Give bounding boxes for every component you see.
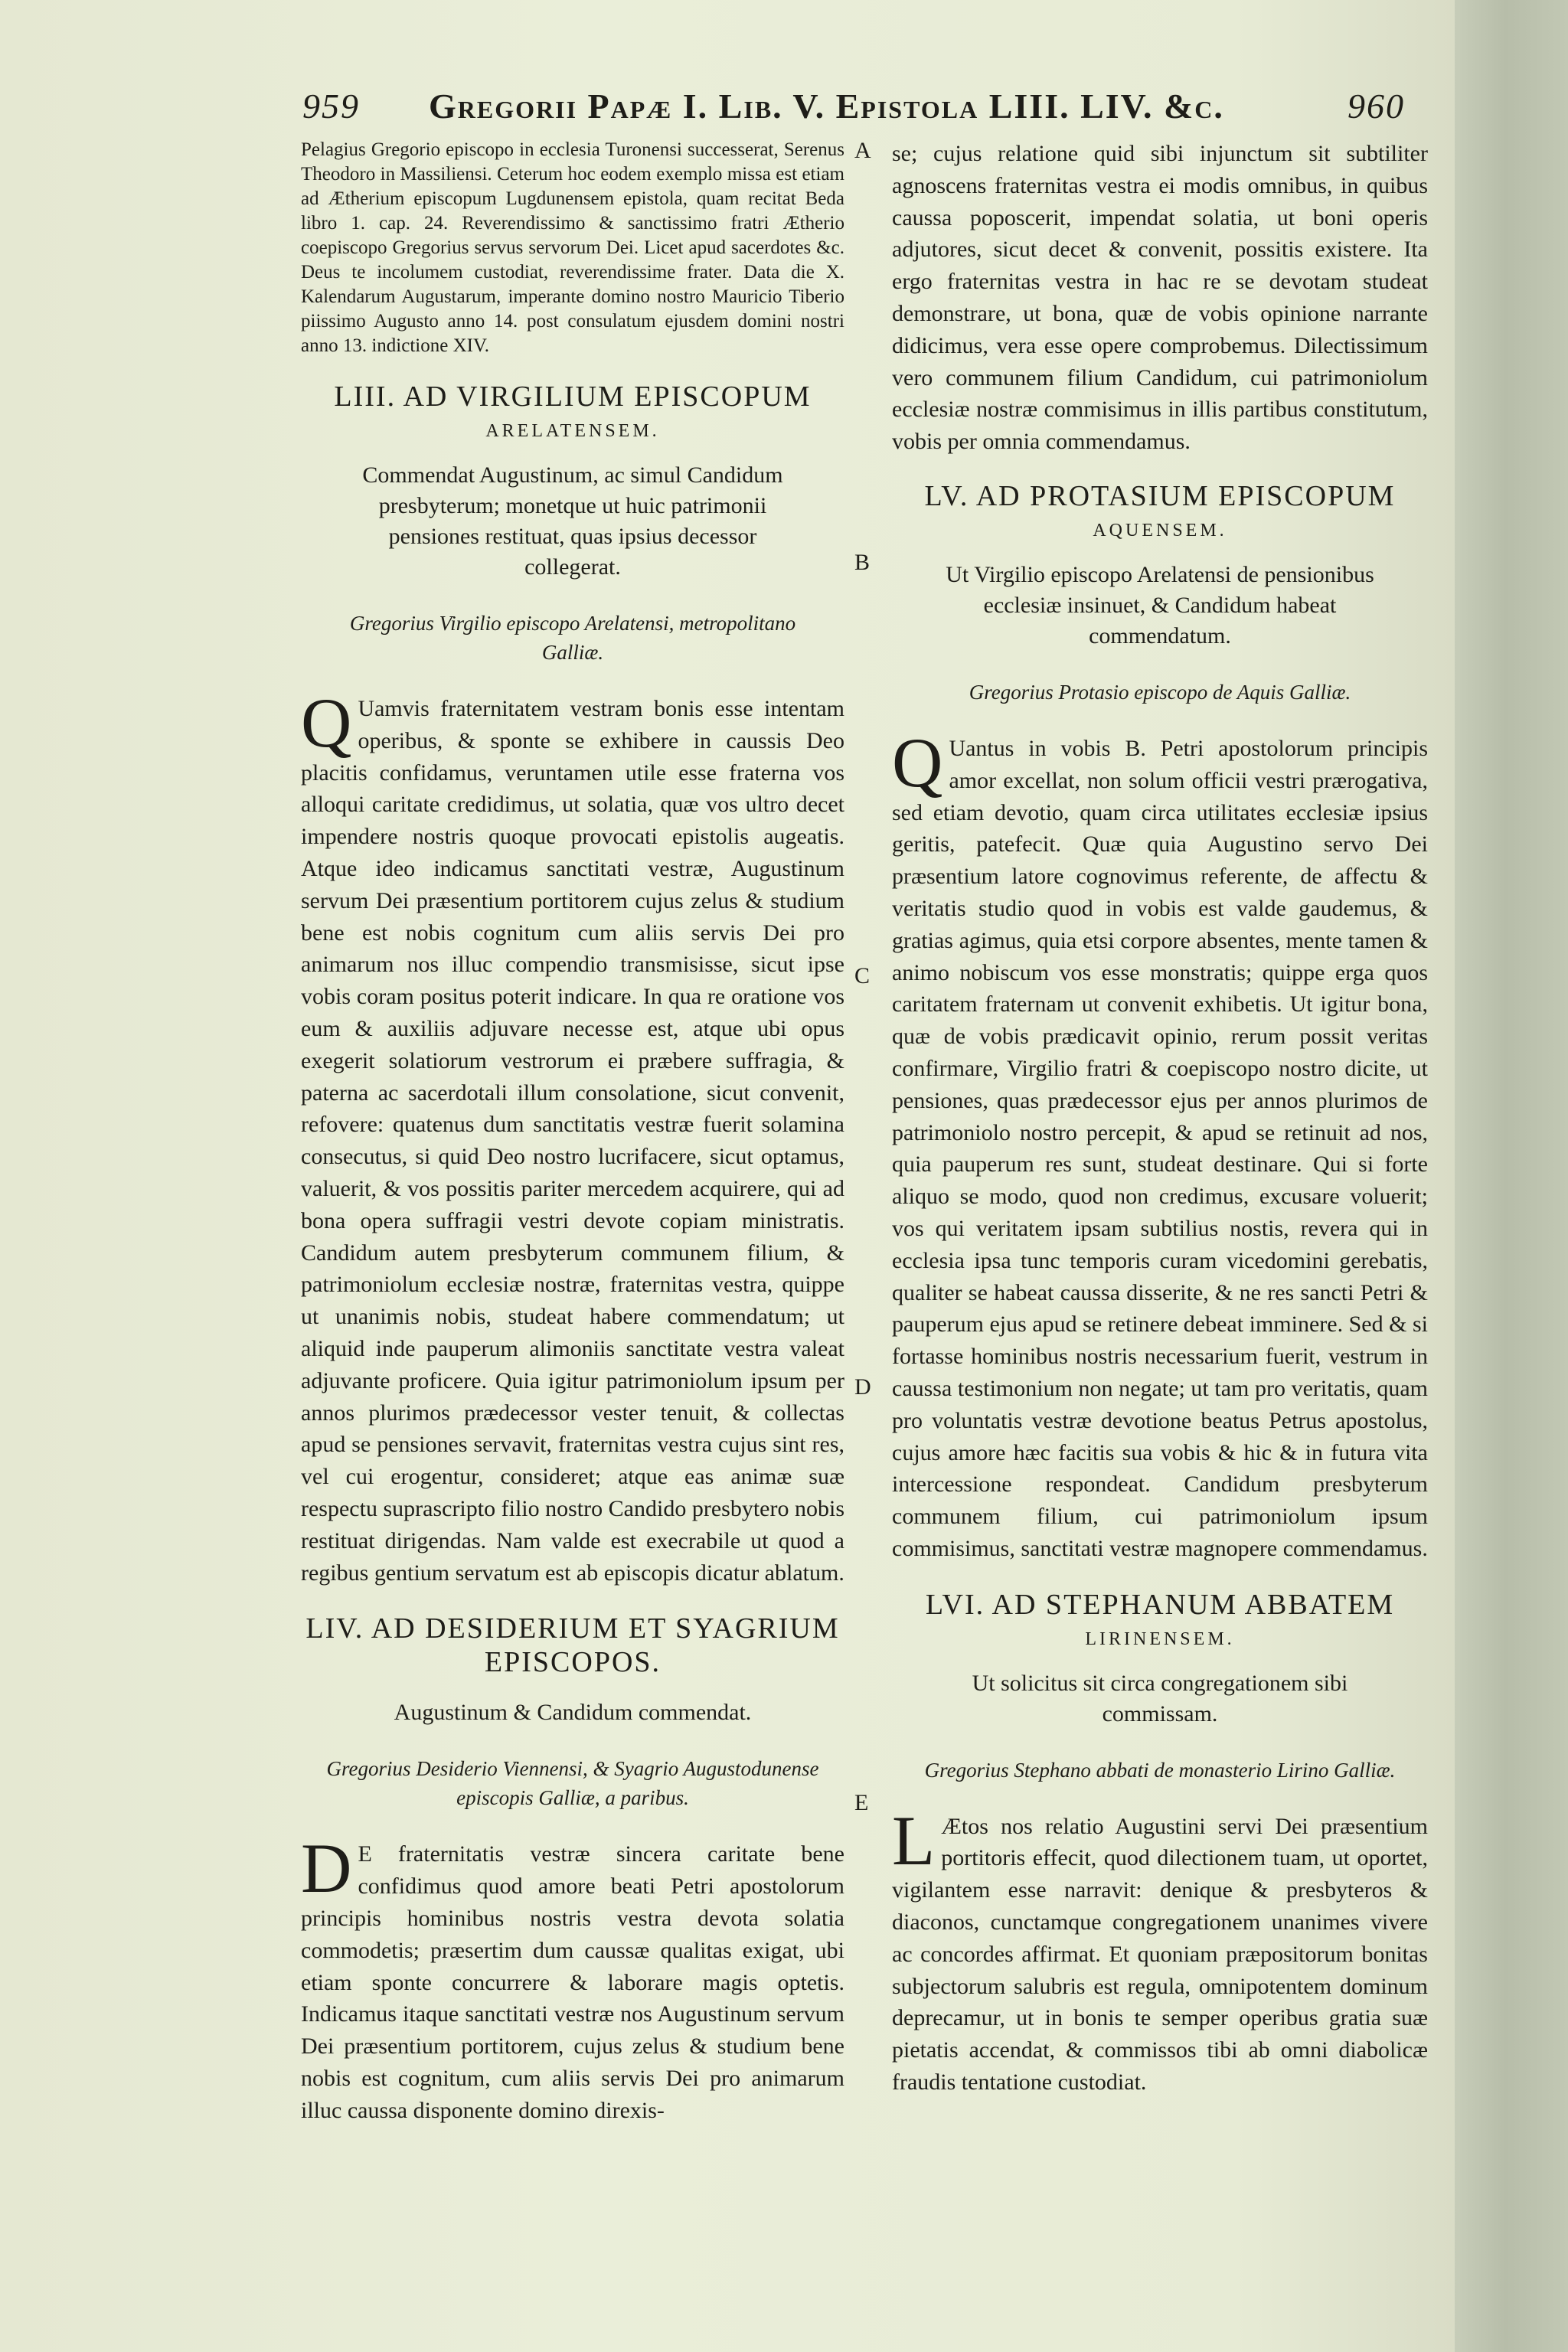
letter-55-summary: Ut Virgilio episcopo Arelatensi de pensionibus ecclesiæ insinuet, & Candidum habeat commendatum. <box>946 561 1374 648</box>
letter-56-salutation: Gregorius Stephano abbati de monasterio Lirino Galliæ. <box>924 1758 1396 1782</box>
letter-56-body <box>892 1801 1428 2099</box>
letter-53-subtitle: ARELATENSEM. <box>485 421 660 441</box>
intro-note: Pelagius Gregorio episcopo in ecclesia Turonensi successerat, Serenus Theodoro in Massiliensi. Ceterum hoc eodem exemplo missa est etiam ad Ætherium episcopum Lugdunensem epistola, quam recitat Beda libro 1. cap. 24. Reverendissimo & sanctissimo fratri Ætherio coepiscopo Gregorius servus servorum Dei. Licet apud sacerdotes &c. Deus te incolumem custodiat, reverendissime frater. Data die X. Kalendarum Augustarum, imperante domino nostro Mauricio Tiberio piissimo Augusto anno 14. post consulatum ejusdem domini nostri anno 13. indictione XIV. <box>301 139 844 356</box>
right-column <box>892 138 1428 2099</box>
margin-letter-b: B <box>854 550 871 575</box>
letter-53-body <box>301 684 844 1589</box>
letter-56-dropcap: L <box>892 1801 936 1880</box>
letter-53-title: LIII. AD VIRGILIUM EPISCOPUM <box>334 381 812 413</box>
letter-54-dropcap: D <box>301 1829 352 1908</box>
letter-53-text: Uamvis fraternitatem vestram bonis esse intentam operibus, & sponte se exhibere in caussis Deo placitis confidamus, veruntamen utile esse fraterna vos alloqui caritate credidimus, ut solatia, quæ vos ultro decet impendere nostris quoque provocati epistolis augeatis. Atque ideo indicamus sanctitati vestræ, Augustinum servum Dei præsentium portitorem cujus zelus & studium bene est nobis cognitum cum aliis servis Dei pro animarum nos illuc compendio transmisisse, sicut ipse vobis coram positus poterit indicare. In qua re oratione vos eum & auxiliis adjuvare necesse est, atque ubi opus exegerit solatiorum vestrorum ei præbere suffragia, & paterna ac sacerdotali illum consolatione, sicut convenit, refovere: quatenus dum sanctitatis vestræ fuerit solamina consecutus, si quid Deo nostro lucrifacere, sicut optamus, valuerit, & vos possitis pariter mercedem acquirere, qui ad bona opera suffragii vestri devote copiam ministratis. Candidum autem presbyterum communem filium, & patrimoniolum ecclesiæ nostræ, fraternitas vestra, quippe ut unanimis nobis, studeat habere commendatum; ut aliquid inde pauperum alimoniis sanctitate vestra valeat adjuvante proficere. Quia igitur patrimoniolum ipsum per annos plurimos prædecessor vester tenuit, & collectas apud se pensiones servavit, fraternitas vestra cujus sint res, vel cui erogentur, consideret; atque eas animæ suæ respectu suprascripto filio nostro Candido presbytero nobis restituat dirigendas. Nam valde est execrabile ut quod a regibus gentium servatum est ab episcopis dicatur ablatum. <box>301 696 844 1586</box>
letter-54-title: LIV. AD DESIDERIUM ET SYAGRIUM EPISCOPOS. <box>305 1612 840 1679</box>
letter-55-body <box>892 723 1428 1565</box>
left-column <box>301 138 844 2126</box>
running-head: Gregorii Papæ I. Lib. V. Epistola LIII. LIV. &c. <box>429 87 1224 126</box>
page-header <box>302 84 1405 130</box>
letter-55-title: LV. AD PROTASIUM EPISCOPUM <box>924 479 1396 512</box>
letter-53-summary: Commendat Augustinum, ac simul Candidum presbyterum; monetque ut huic patrimonii pensiones restituat, quas ipsius decessor collegerat. <box>362 462 783 580</box>
letter-54-text: E fraternitatis vestræ sincera caritate bene confidimus quod amore beati Petri apostolorum principis hominibus nostris vestra devota solatia commodetis; præsertim dum caussæ qualitas exigat, ubi etiam sponte concurrere & laborare magis optetis. Indicamus itaque sanctitati vestræ nos Augustinum servum Dei præsentium portitorem, cujus zelus & studium bene nobis est cognitum, cum aliis servis Dei pro animarum illuc caussa disponente domino direxis- <box>301 1841 844 2123</box>
margin-letter-e: E <box>854 1790 869 1815</box>
letter-53-dropcap: Q <box>301 684 352 762</box>
letter-56-text: Ætos nos relatio Augustini servi Dei præsentium portitoris effecit, quod dilectionem tuam, ut oportet, vigilantem esse narravit: denique & presbyteros & diaconos, cunctamque congregationem unanimes vivere ac concordes affirmat. Et quoniam præpositorum bonitas subjectorum salubris est regula, omnipotentem dominum deprecamur, ut in bonis te semper operibus gratia suæ pietatis accendat, & commissos tibi ab omni diabolicæ fraudis tentatione custodiat. <box>892 1813 1428 2096</box>
letter-55-salutation: Gregorius Protasio episcopo de Aquis Galliæ. <box>969 680 1351 704</box>
margin-letter-d: D <box>854 1374 871 1400</box>
letter-54-continuation: se; cujus relatione quid sibi injunctum sit subtiliter agnoscens fraternitas vestra ei modis omnibus, in quibus caussa poposcerit, impendat solatia, ut boni operis adjutores, sicut decet & convenit, possitis existere. Ita ergo fraternitas vestra in hac re se devotam studeat demonstrare, ut bona, quæ de vobis opinione narrante didicimus, vera esse opere comprobemus. Dilectissimum vero communem filium Candidum, cui patrimoniolum ecclesiæ nostræ commisimus in illis partibus constitutum, vobis per omnia commendamus. <box>892 141 1428 455</box>
letter-54-summary: Augustinum & Candidum commendat. <box>394 1700 752 1726</box>
letter-55-text: Uantus in vobis B. Petri apostolorum principis amor excellat, non solum officii vestri prærogativa, sed etiam devotio, quam circa utilitates ecclesiæ ipsius geritis, patefecit. Quæ quia Augustino servo Dei præsentium latore cognovimus referente, de affectu & veritatis studio quod in vobis est valde gaudemus, & gratias agimus, quia etsi corpore absentes, mente tamen & animo nobiscum vos esse monstratis; quippe erga quos caritatem fraternam ut convenit exhibetis. Ut igitur bona, quæ de vobis prædicavit opinio, rerum possit veritas confirmare, Virgilio fratri & coepiscopo nostro dicite, ut pensiones, quas prædecessor ejus per annos plurimos de patrimoniolo nostro percepit, & apud se retinuit ad nos, quia pauperum res sunt, studeat destinare. Qui si forte aliquo se modo, quod non credimus, excusare voluerit; vos qui veritatem ipsam subtilius nostis, revera qui in ecclesia ipsa tunc temporis curam vicedomini gerebatis, qualiter se habeat caussa disserite, & ne res sancti Petri & pauperum ejus apud se retinere debeat imminere. Sed & si fortasse hominibus nostris necessarium fuerit, vestrum in caussa testimonium non negate; ut tam pro veritatis, quam pro voluntatis vestræ devotione beatus Petrus apostolus, cujus amore hæc facitis sua vobis & hic & in futura vita intercessione respondeat. Candidum presbyterum communem filium, cui patrimoniolum ipsum commisimus, sanctitati vestræ magnopere commendamus. <box>892 735 1428 1561</box>
page-number-right: 960 <box>1348 87 1405 126</box>
letter-56-title: LVI. AD STEPHANUM ABBATEM <box>925 1588 1395 1621</box>
margin-letter-a: A <box>854 138 871 163</box>
letter-56-subtitle: LIRINENSEM. <box>1085 1628 1235 1649</box>
letter-56-summary: Ut solicitus sit circa congregationem sibi commissam. <box>972 1670 1348 1726</box>
letter-55-dropcap: Q <box>892 723 943 802</box>
letter-55-subtitle: AQUENSEM. <box>1093 520 1227 541</box>
margin-letter-c: C <box>854 963 871 988</box>
page-edge <box>1455 0 1568 2352</box>
letter-53-salutation: Gregorius Virgilio episcopo Arelatensi, metropolitano Galliæ. <box>349 612 796 664</box>
page-number-left: 959 <box>302 87 360 126</box>
letter-54-salutation: Gregorius Desiderio Viennensi, & Syagrio Augustodunense episcopis Galliæ, a paribus. <box>326 1757 819 1810</box>
letter-54-body <box>301 1829 844 2126</box>
